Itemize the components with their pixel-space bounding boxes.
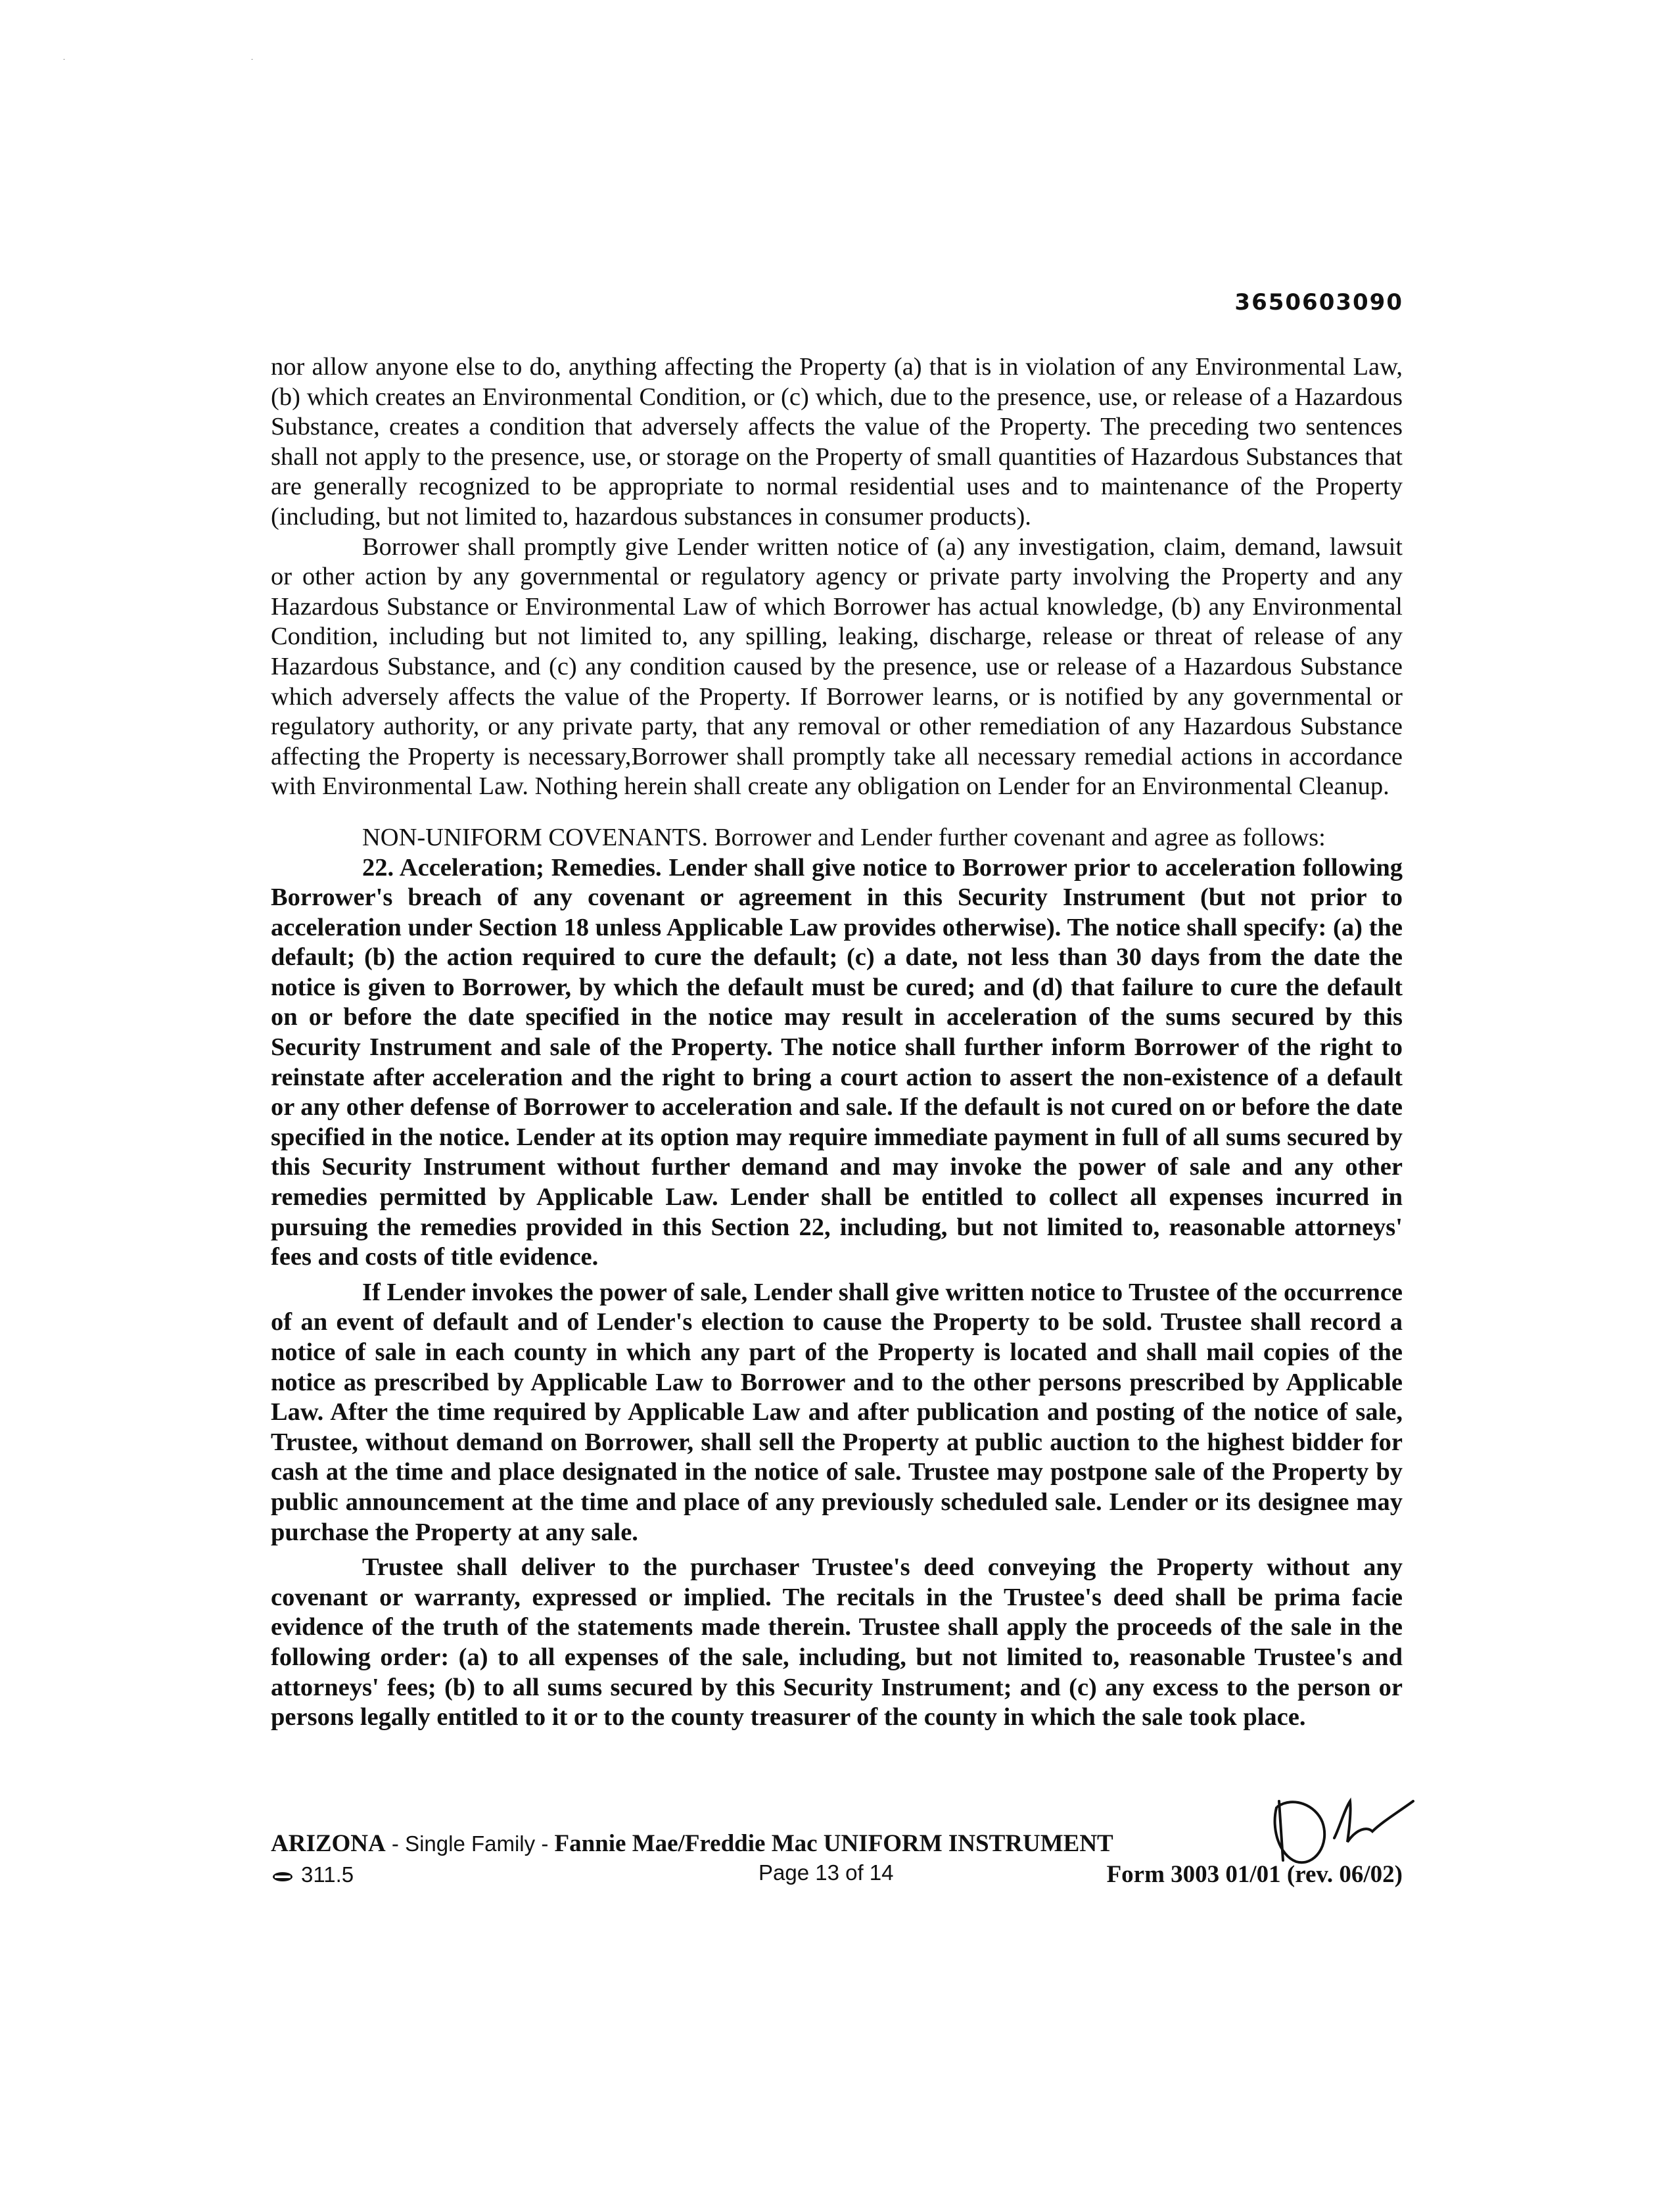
publisher-logo-icon: [271, 1870, 294, 1883]
handwritten-initials: [1267, 1789, 1418, 1868]
footer-code-group: [271, 1860, 354, 1889]
paragraph-non-uniform-covenants: NON-UNIFORM COVENANTS. Borrower and Lender further covenant and agree as follows:: [362, 823, 1326, 851]
footer-family: Single Family: [405, 1831, 536, 1856]
paragraph-trustee-deed: Trustee shall deliver to the purchaser Trustee's deed conveying the Property without any covenant or warranty, expressed or implied. The recitals in the Trustee's deed shall be prima facie evidence of the truth of the statements made therein. Trustee shall apply the proceeds of the sale in the following order: (a) to all expenses of the sale, including, but not limited to, reasonable Trustee's and attorneys' fees; (b) to all sums secured by this Security Instrument; and (c) any excess to the person or persons legally entitled to it or to the county treasurer of the county in which the sale took place.: [271, 1553, 1403, 1732]
page-number: Page 13 of 14: [758, 1860, 894, 1885]
footer-instrument: Fannie Mae/Freddie Mac UNIFORM INSTRUMENT: [554, 1830, 1113, 1857]
paragraph-borrower-notice: Borrower shall promptly give Lender written notice of (a) any investigation, claim, demand, lawsuit or other action by any governmental or regulatory agency or private party involving the Property and any Hazardous Substance or Environmental Law of which Borrower has actual knowledge, (b) any Environmental Condition, including but not limited to, any spilling, leaking, discharge, release or threat of release of any Hazardous Substance, and (c) any condition caused by the presence, use or release of a Hazardous Substance which adversely affects the value of the Property. If Borrower learns, or is notified by any governmental or regulatory authority, or any private party, that any removal or other remediation of any Hazardous Substance affecting the Property is necessary,Borrower shall promptly take all necessary remedial actions in accordance with Environmental Law. Nothing herein shall create any obligation on Lender for an Environmental Cleanup.: [271, 532, 1403, 801]
form-number: Form 3003 01/01 (rev. 06/02): [1106, 1861, 1403, 1888]
paragraph-environmental-continued: nor allow anyone else to do, anything affecting the Property (a) that is in violation of any Environmental Law, (b) which creates an Environmental Condition, or (c) which, due to the presence, use, or release of a Hazardous Substance, creates a condition that adversely affects the value of the Property. The preceding two sentences shall not apply to the presence, use, or storage on the Property of small quantities of Hazardous Substances that are generally recognized to be appropriate to normal residential uses and to maintenance of the Property (including, but not limited to, hazardous substances in consumer products).: [271, 353, 1403, 530]
footer-separator: -: [535, 1831, 555, 1856]
document-id: 3650603090: [1234, 289, 1403, 316]
footer-code: 311.5: [301, 1862, 354, 1887]
paragraph-power-of-sale: If Lender invokes the power of sale, Lender shall give written notice to Trustee of the occurrence of an event of default and of Lender's election to cause the Property to be sold. Trustee shall record a notice of sale in each county in which any part of the Property is located and shall mail copies of the notice as prescribed by Applicable Law to Borrower and to the other persons prescribed by Applicable Law. After the time required by Applicable Law and after publication and posting of the notice of sale, Trustee, without demand on Borrower, shall sell the Property at public auction to the highest bidder for cash at the time and place designated in the notice of sale. Trustee may postpone sale of the Property by public announcement at the time and place of any previously scheduled sale. Lender or its designee may purchase the Property at any sale.: [271, 1278, 1403, 1546]
paragraph-section-22: 22. Acceleration; Remedies. Lender shall give notice to Borrower prior to acceleration following Borrower's breach of any covenant or agreement in this Security Instrument (but not prior to acceleration under Section 18 unless Applicable Law provides otherwise). The notice shall specify: (a) the default; (b) the action required to cure the default; (c) a date, not less than 30 days from the date the notice is given to Borrower, by which the default must be cured; and (d) that failure to cure the default on or before the date specified in the notice may result in acceleration of the sums secured by this Security Instrument and sale of the Property. The notice shall further inform Borrower of the right to reinstate after acceleration and the right to bring a court action to assert the non-existence of a default or any other defense of Borrower to acceleration and sale. If the default is not cured on or before the date specified in the notice. Lender at its option may require immediate payment in full of all sums secured by this Security Instrument without further demand and may invoke the power of sale and any other remedies permitted by Applicable Law. Lender shall be entitled to collect all expenses incurred in pursuing the remedies provided in this Section 22, including, but not limited to, reasonable attorneys' fees and costs of title evidence.: [271, 853, 1403, 1271]
footer-instrument-line: [271, 1829, 1403, 1858]
scan-specks: . .: [63, 53, 345, 62]
footer-state: ARIZONA: [271, 1830, 386, 1857]
footer-separator: -: [385, 1831, 406, 1856]
document-body: [271, 352, 1403, 1733]
